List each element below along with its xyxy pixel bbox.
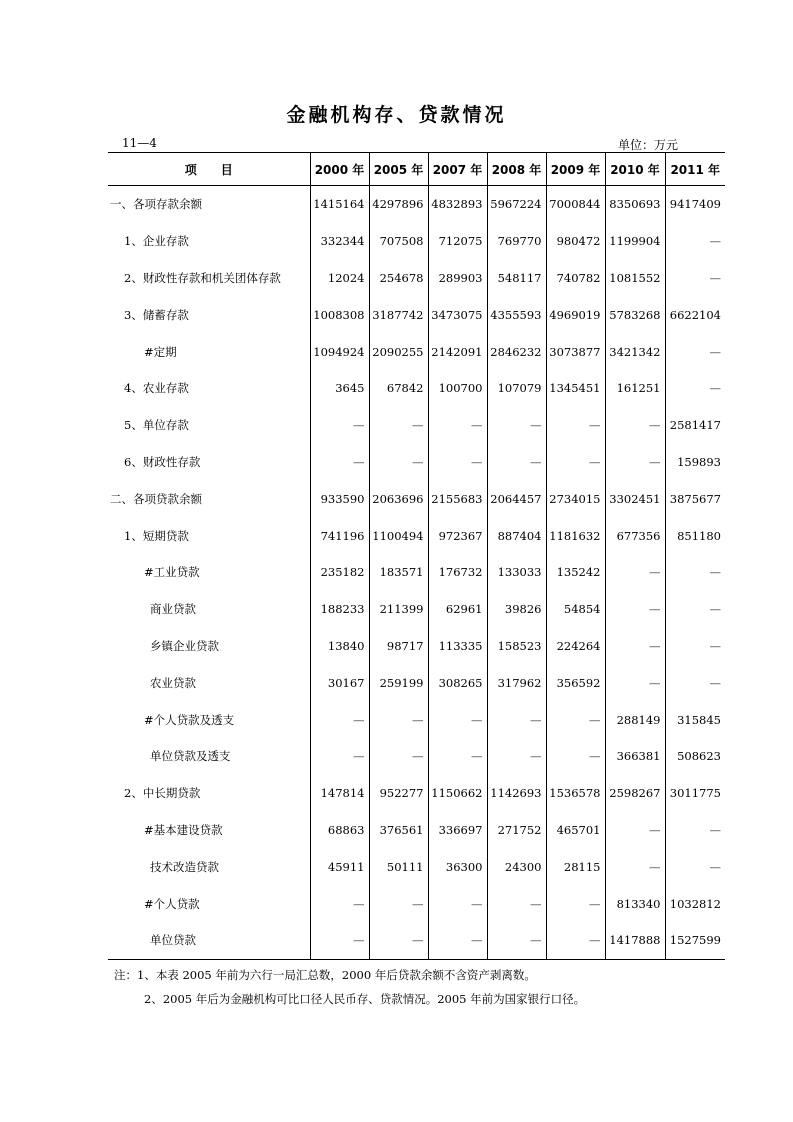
table-cell: —	[487, 738, 546, 775]
table-cell: —	[310, 885, 369, 922]
table-cell: —	[369, 738, 428, 775]
row-label: 2、财政性存款和机关团体存款	[124, 270, 281, 285]
row-label: 单位贷款及透支	[150, 749, 231, 764]
table-cell: 356592	[546, 664, 605, 701]
table-cell: —	[605, 848, 665, 885]
table-cell: 3187742	[369, 296, 428, 333]
table-row	[108, 260, 725, 297]
table-cell: 98717	[369, 628, 428, 665]
table-cell: 107079	[487, 370, 546, 407]
table-cell: —	[665, 664, 725, 701]
table-row	[108, 407, 725, 444]
row-label: 农业贷款	[150, 675, 196, 690]
table-cell: 68863	[310, 812, 369, 849]
table-cell: 45911	[310, 848, 369, 885]
table-row	[108, 922, 725, 959]
table-cell: 39826	[487, 591, 546, 628]
table-row	[108, 885, 725, 922]
row-label: #定期	[144, 344, 177, 359]
table-cell: 224264	[546, 628, 605, 665]
column-header-2009: 2009 年	[546, 153, 605, 186]
table-cell: 113335	[428, 628, 487, 665]
row-label: 一、各项存款余额	[110, 197, 202, 212]
table-row	[108, 223, 725, 260]
table-cell: 3473075	[428, 296, 487, 333]
table-cell: —	[605, 664, 665, 701]
table-cell: 5967224	[487, 186, 546, 223]
table-cell: 336697	[428, 812, 487, 849]
table-cell: 332344	[310, 223, 369, 260]
table-cell: —	[369, 885, 428, 922]
table-cell: —	[665, 812, 725, 849]
table-cell: 1094924	[310, 333, 369, 370]
table-cell: 933590	[310, 480, 369, 517]
table-cell: 741196	[310, 517, 369, 554]
table-cell: —	[665, 591, 725, 628]
row-label: 4、农业存款	[124, 381, 189, 396]
table-cell: 1345451	[546, 370, 605, 407]
row-label: #工业贷款	[144, 565, 200, 580]
table-cell: 254678	[369, 260, 428, 297]
row-label: 1、企业存款	[124, 234, 189, 249]
column-header-2008: 2008 年	[487, 153, 546, 186]
table-cell: 183571	[369, 554, 428, 591]
table-cell: 24300	[487, 848, 546, 885]
table-cell: 176732	[428, 554, 487, 591]
table-cell: 548117	[487, 260, 546, 297]
table-cell: 188233	[310, 591, 369, 628]
table-cell: —	[546, 922, 605, 959]
table-cell: 851180	[665, 517, 725, 554]
row-label: 商业贷款	[150, 602, 196, 617]
table-cell: —	[605, 444, 665, 481]
table-cell: 2090255	[369, 333, 428, 370]
table-cell: —	[487, 701, 546, 738]
table-cell: 813340	[605, 885, 665, 922]
row-label: 3、储蓄存款	[124, 307, 189, 322]
table-cell: 315845	[665, 701, 725, 738]
table-cell: 1032812	[665, 885, 725, 922]
table-cell: 62961	[428, 591, 487, 628]
table-cell: —	[605, 812, 665, 849]
column-header-2010: 2010 年	[605, 153, 665, 186]
table-cell: 1417888	[605, 922, 665, 959]
table-cell: 980472	[546, 223, 605, 260]
table-cell: 1199904	[605, 223, 665, 260]
table-cell: 30167	[310, 664, 369, 701]
table-cell: 677356	[605, 517, 665, 554]
table-cell: 211399	[369, 591, 428, 628]
table-cell: 308265	[428, 664, 487, 701]
table-cell: —	[369, 444, 428, 481]
table-cell: 50111	[369, 848, 428, 885]
table-number: 11—4	[122, 136, 157, 150]
table-row	[108, 186, 725, 223]
table-cell: 1536578	[546, 775, 605, 812]
table-cell: —	[546, 444, 605, 481]
table-cell: 2063696	[369, 480, 428, 517]
table-cell: 67842	[369, 370, 428, 407]
table-cell: 2846232	[487, 333, 546, 370]
table-row	[108, 591, 725, 628]
row-label: 乡镇企业贷款	[150, 638, 219, 653]
deposit-loan-table	[108, 152, 725, 960]
row-label: 二、各项贷款余额	[110, 491, 202, 506]
table-cell: 1100494	[369, 517, 428, 554]
table-cell: 13840	[310, 628, 369, 665]
table-cell: 147814	[310, 775, 369, 812]
table-cell: —	[546, 885, 605, 922]
header-row	[108, 153, 725, 186]
row-label: 2、中长期贷款	[124, 786, 201, 801]
table-cell: 2581417	[665, 407, 725, 444]
column-header-2005: 2005 年	[369, 153, 428, 186]
table-cell: 100700	[428, 370, 487, 407]
table-cell: 3011775	[665, 775, 725, 812]
table-cell: —	[665, 628, 725, 665]
table-row	[108, 701, 725, 738]
table-cell: 887404	[487, 517, 546, 554]
table-cell: —	[487, 444, 546, 481]
table-cell: —	[487, 922, 546, 959]
table-cell: —	[428, 407, 487, 444]
table-cell: 376561	[369, 812, 428, 849]
row-label: #基本建设贷款	[144, 822, 223, 837]
table-row	[108, 480, 725, 517]
table-row	[108, 775, 725, 812]
table-body	[108, 186, 725, 960]
table-cell: —	[665, 848, 725, 885]
table-cell: 4832893	[428, 186, 487, 223]
table-row	[108, 554, 725, 591]
table-row	[108, 664, 725, 701]
table-cell: 6622104	[665, 296, 725, 333]
table-cell: 36300	[428, 848, 487, 885]
table-cell: —	[310, 407, 369, 444]
table-cell: 3645	[310, 370, 369, 407]
table-cell: —	[605, 591, 665, 628]
table-cell: 3421342	[605, 333, 665, 370]
table-cell: —	[369, 922, 428, 959]
table-cell: 7000844	[546, 186, 605, 223]
table-cell: 161251	[605, 370, 665, 407]
table-cell: 712075	[428, 223, 487, 260]
table-cell: —	[428, 444, 487, 481]
table-cell: 12024	[310, 260, 369, 297]
table-cell: 508623	[665, 738, 725, 775]
row-label: 技术改造贷款	[150, 859, 219, 874]
column-header-item: 项 目	[108, 153, 310, 186]
column-header-2000: 2000 年	[310, 153, 369, 186]
table-cell: 740782	[546, 260, 605, 297]
table-cell: 288149	[605, 701, 665, 738]
table-cell: 1527599	[665, 922, 725, 959]
table-row	[108, 517, 725, 554]
row-label: 1、短期贷款	[124, 528, 189, 543]
row-label: 5、单位存款	[124, 418, 189, 433]
notes	[114, 963, 585, 1011]
row-label: #个人贷款及透支	[144, 712, 235, 727]
table-row	[108, 628, 725, 665]
table-cell: 2598267	[605, 775, 665, 812]
table-cell: —	[605, 554, 665, 591]
table-cell: 4297896	[369, 186, 428, 223]
table-cell: —	[487, 885, 546, 922]
table-cell: —	[665, 554, 725, 591]
table-cell: —	[546, 738, 605, 775]
table-cell: 2142091	[428, 333, 487, 370]
table-cell: —	[546, 701, 605, 738]
table-cell: 54854	[546, 591, 605, 628]
table-cell: 8350693	[605, 186, 665, 223]
table-cell: 1008308	[310, 296, 369, 333]
table-cell: —	[428, 885, 487, 922]
table-cell: 3073877	[546, 333, 605, 370]
table-cell: 133033	[487, 554, 546, 591]
table-cell: —	[665, 333, 725, 370]
page-title: 金融机构存、贷款情况	[286, 104, 507, 126]
table-cell: 1081552	[605, 260, 665, 297]
table-cell: 4969019	[546, 296, 605, 333]
table-cell: 317962	[487, 664, 546, 701]
table-cell: 235182	[310, 554, 369, 591]
column-header-2007: 2007 年	[428, 153, 487, 186]
table-cell: —	[665, 223, 725, 260]
table-cell: 972367	[428, 517, 487, 554]
table-cell: —	[310, 922, 369, 959]
table-cell: —	[369, 407, 428, 444]
unit-label: 单位：万元	[618, 138, 679, 152]
table-cell: 2064457	[487, 480, 546, 517]
table-cell: 3302451	[605, 480, 665, 517]
table-cell: —	[665, 370, 725, 407]
table-row	[108, 848, 725, 885]
table-cell: 259199	[369, 664, 428, 701]
table-cell: 4355593	[487, 296, 546, 333]
table-cell: 1181632	[546, 517, 605, 554]
table-row	[108, 812, 725, 849]
row-label: 6、财政性存款	[124, 454, 201, 469]
table-cell: —	[605, 628, 665, 665]
table-row	[108, 444, 725, 481]
table-cell: —	[605, 407, 665, 444]
table-cell: 3875677	[665, 480, 725, 517]
table-row	[108, 370, 725, 407]
table-cell: —	[428, 738, 487, 775]
note-2: 2、2005 年后为金融机构可比口径人民币存、贷款情况。2005 年前为国家银行口径。	[144, 992, 586, 1006]
table-cell: —	[428, 701, 487, 738]
table-cell: 707508	[369, 223, 428, 260]
table-row	[108, 296, 725, 333]
table-cell: 289903	[428, 260, 487, 297]
table-cell: 769770	[487, 223, 546, 260]
table-cell: 135242	[546, 554, 605, 591]
table-cell: 2155683	[428, 480, 487, 517]
table-cell: 9417409	[665, 186, 725, 223]
note-1: 注：1、本表 2005 年前为六行一局汇总数，2000 年后贷款余额不含资产剥离数。	[114, 968, 536, 982]
table-cell: 158523	[487, 628, 546, 665]
table-cell: —	[310, 738, 369, 775]
table-cell: 2734015	[546, 480, 605, 517]
table-cell: 366381	[605, 738, 665, 775]
column-header-2011: 2011 年	[665, 153, 725, 186]
table-cell: —	[310, 444, 369, 481]
table-cell: —	[310, 701, 369, 738]
table-cell: 159893	[665, 444, 725, 481]
row-label: #个人贷款	[144, 896, 200, 911]
table-row	[108, 333, 725, 370]
table-cell: 1142693	[487, 775, 546, 812]
table-cell: 1150662	[428, 775, 487, 812]
table-cell: 465701	[546, 812, 605, 849]
table-cell: —	[665, 260, 725, 297]
table-cell: —	[487, 407, 546, 444]
table-cell: 952277	[369, 775, 428, 812]
table-cell: 1415164	[310, 186, 369, 223]
table-cell: 271752	[487, 812, 546, 849]
table-cell: —	[369, 701, 428, 738]
table-row	[108, 738, 725, 775]
row-label: 单位贷款	[108, 922, 310, 959]
table-cell: —	[546, 407, 605, 444]
table-cell: 5783268	[605, 296, 665, 333]
table-cell: 28115	[546, 848, 605, 885]
table-cell: —	[428, 922, 487, 959]
